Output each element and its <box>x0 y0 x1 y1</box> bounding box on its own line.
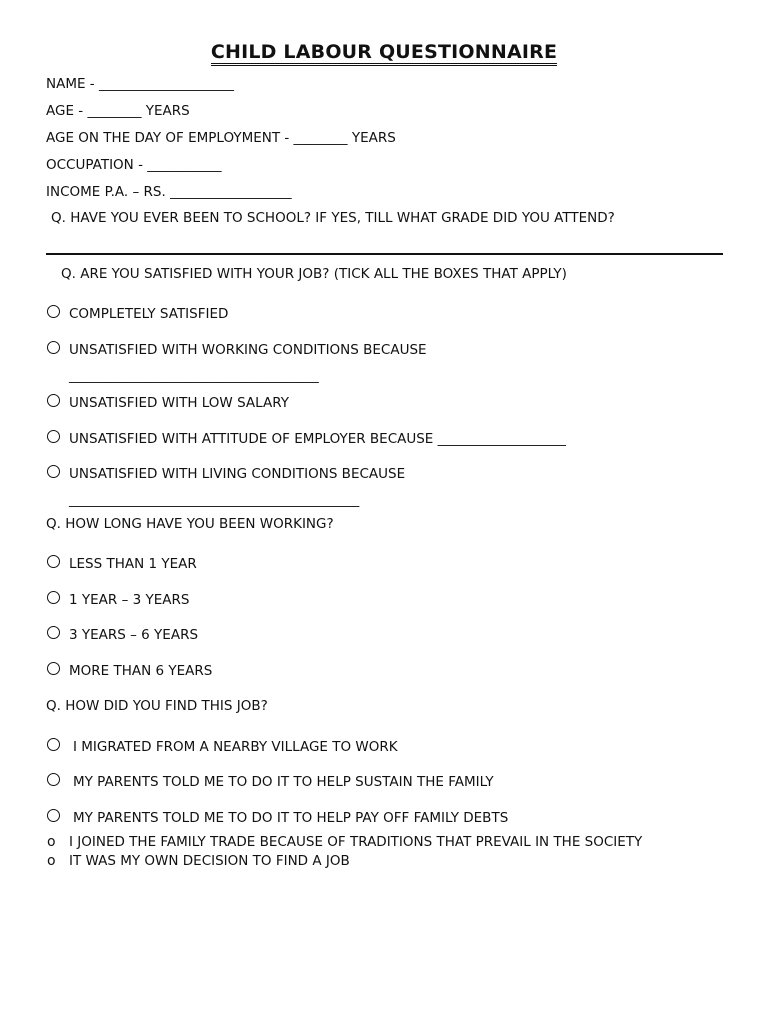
bullet-circle-icon: o <box>47 853 56 869</box>
option-attitude-employer[interactable] <box>47 431 566 447</box>
option-label: I MIGRATED FROM A NEARBY VILLAGE TO WORK <box>73 739 398 755</box>
income-field[interactable]: INCOME P.A. – RS. __________________ <box>46 184 292 200</box>
radio-circle-icon[interactable] <box>47 809 60 822</box>
radio-circle-icon[interactable] <box>47 555 60 568</box>
radio-circle-icon[interactable] <box>47 773 60 786</box>
option-migrated[interactable] <box>47 739 398 755</box>
question-school: Q. HAVE YOU EVER BEEN TO SCHOOL? IF YES, TILL WHAT GRADE DID YOU ATTEND? <box>51 210 615 226</box>
living-conditions-blank[interactable]: ___________________________________________ <box>69 492 360 508</box>
radio-circle-icon[interactable] <box>47 738 60 751</box>
option-1-3-years[interactable] <box>47 592 189 608</box>
option-low-salary[interactable] <box>47 395 289 411</box>
option-working-conditions[interactable] <box>47 342 427 358</box>
option-label: UNSATISFIED WITH LIVING CONDITIONS BECAUSE <box>69 466 406 482</box>
option-sustain-family[interactable] <box>47 774 494 790</box>
option-label: COMPLETELY SATISFIED <box>69 306 229 322</box>
radio-circle-icon[interactable] <box>47 305 60 318</box>
option-label: LESS THAN 1 YEAR <box>69 556 197 572</box>
page-title <box>0 41 768 63</box>
option-family-trade[interactable] <box>47 834 642 850</box>
question-find-job: Q. HOW DID YOU FIND THIS JOB? <box>46 698 268 714</box>
name-field[interactable]: NAME - ____________________ <box>46 76 234 92</box>
option-label: UNSATISFIED WITH ATTITUDE OF EMPLOYER BECAUSE ___________________ <box>69 431 566 447</box>
option-label: MY PARENTS TOLD ME TO DO IT TO HELP PAY OFF FAMILY DEBTS <box>73 810 509 826</box>
option-label: UNSATISFIED WITH LOW SALARY <box>69 395 289 411</box>
option-label: 3 YEARS – 6 YEARS <box>69 627 199 643</box>
option-3-6-years[interactable] <box>47 627 198 643</box>
option-more-than-6-years[interactable] <box>47 663 212 679</box>
answer-line[interactable] <box>46 253 723 255</box>
working-conditions-blank[interactable]: _____________________________________ <box>69 368 319 384</box>
occupation-field[interactable]: OCCUPATION - ___________ <box>46 157 222 173</box>
option-living-conditions[interactable] <box>47 466 405 482</box>
option-label: IT WAS MY OWN DECISION TO FIND A JOB <box>69 853 350 869</box>
option-label: 1 YEAR – 3 YEARS <box>69 592 190 608</box>
radio-circle-icon[interactable] <box>47 430 60 443</box>
option-family-debts[interactable] <box>47 810 508 826</box>
question-how-long: Q. HOW LONG HAVE YOU BEEN WORKING? <box>46 516 334 532</box>
radio-circle-icon[interactable] <box>47 591 60 604</box>
option-own-decision[interactable] <box>47 853 350 869</box>
radio-circle-icon[interactable] <box>47 341 60 354</box>
radio-circle-icon[interactable] <box>47 465 60 478</box>
option-completely-satisfied[interactable] <box>47 306 228 322</box>
title-text: CHILD LABOUR QUESTIONNAIRE <box>211 41 557 66</box>
radio-circle-icon[interactable] <box>47 394 60 407</box>
radio-circle-icon[interactable] <box>47 662 60 675</box>
question-satisfied: Q. ARE YOU SATISFIED WITH YOUR JOB? (TICK ALL THE BOXES THAT APPLY) <box>61 266 567 282</box>
option-label: I JOINED THE FAMILY TRADE BECAUSE OF TRADITIONS THAT PREVAIL IN THE SOCIETY <box>69 834 643 850</box>
option-less-than-1-year[interactable] <box>47 556 197 572</box>
option-label: MORE THAN 6 YEARS <box>69 663 213 679</box>
age-field[interactable]: AGE - ________ YEARS <box>46 103 190 119</box>
radio-circle-icon[interactable] <box>47 626 60 639</box>
option-label: MY PARENTS TOLD ME TO DO IT TO HELP SUSTAIN THE FAMILY <box>73 774 494 790</box>
bullet-circle-icon: o <box>47 834 56 850</box>
option-label: UNSATISFIED WITH WORKING CONDITIONS BECAUSE <box>69 342 427 358</box>
age-employment-field[interactable]: AGE ON THE DAY OF EMPLOYMENT - ________ YEARS <box>46 130 396 146</box>
